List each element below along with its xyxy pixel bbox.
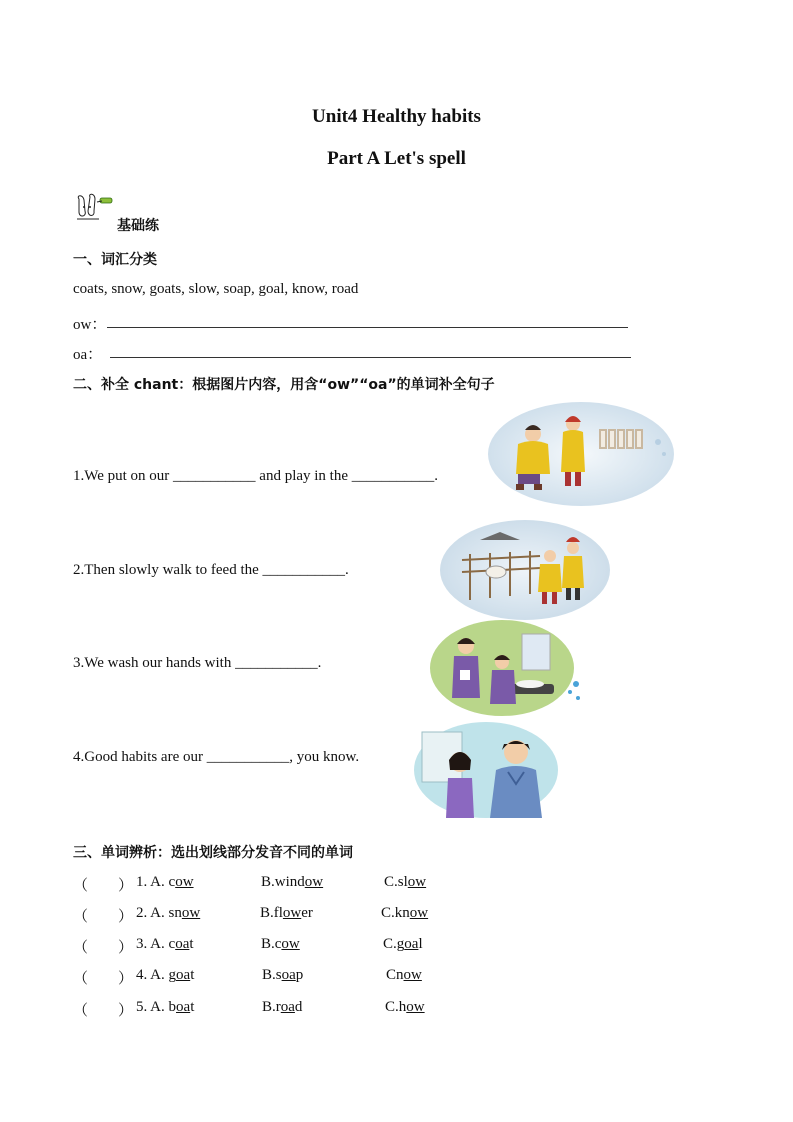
- answer-paren-1[interactable]: （ ）: [73, 878, 134, 894]
- q2-c-underlined: ow: [409, 905, 429, 921]
- sentence-2-text-a: 2.Then slowly walk to feed the: [73, 562, 263, 578]
- answer-paren-2[interactable]: （ ）: [73, 909, 134, 925]
- blank-4[interactable]: ___________: [206, 749, 290, 765]
- q3-a-pre: c: [168, 936, 176, 952]
- q4-a-post: t: [190, 967, 195, 983]
- q5-c-pre: C.h: [385, 999, 407, 1015]
- q4-b-underlined: oa: [281, 967, 296, 983]
- sentence-4-text-b: , you know.: [289, 749, 360, 765]
- q2-b-post: er: [301, 905, 313, 921]
- goat-feeding-illustration: [440, 520, 610, 620]
- oa-row: [73, 343, 102, 364]
- q3-b-underlined: ow: [281, 936, 300, 952]
- basic-practice-label: 基础练: [117, 218, 159, 234]
- good-habits-illustration: [412, 722, 560, 822]
- page-title: Unit4 Healthy habits: [312, 106, 481, 127]
- answer-paren-4[interactable]: （ ）: [73, 971, 134, 987]
- q1-b-pre: B.wind: [261, 874, 305, 890]
- q1-a-pre: c: [168, 874, 176, 890]
- q4-a-pre: g: [168, 967, 177, 983]
- q3-number: 3. A.: [136, 936, 169, 952]
- q4-b-post: p: [295, 967, 304, 983]
- sentence-3-text-b: .: [317, 655, 322, 671]
- sentence-2: [73, 562, 349, 579]
- oa-answer-line[interactable]: [110, 357, 631, 358]
- blank-1b[interactable]: ___________: [351, 468, 435, 484]
- q1-a-underlined: ow: [175, 874, 194, 890]
- sentence-1: [73, 468, 438, 485]
- ow-label: ow：: [73, 317, 107, 333]
- q3-a-post: t: [189, 936, 194, 952]
- q5-a-underlined: oa: [176, 999, 191, 1015]
- answer-paren-5[interactable]: （ ）: [73, 1003, 134, 1019]
- q1-number: 1. A.: [136, 874, 169, 890]
- q4-a-underlined: oa: [176, 967, 191, 983]
- q2-a-underlined: ow: [181, 905, 201, 921]
- sentence-4-text-a: 4.Good habits are our: [73, 749, 207, 765]
- q3-c-underlined: oa: [404, 936, 419, 952]
- q2-b-pre: B.fl: [260, 905, 283, 921]
- q5-a-pre: b: [168, 999, 177, 1015]
- rabbit-icon: [73, 193, 117, 223]
- q5-number: 5. A.: [136, 999, 169, 1015]
- blank-3[interactable]: ___________: [235, 655, 318, 671]
- q4-c-pre: Cn: [386, 967, 404, 983]
- q3-c-post: l: [418, 936, 423, 952]
- page-subtitle: Part A Let's spell: [327, 148, 466, 169]
- question-3: [73, 936, 453, 954]
- q2-b-underlined: ow: [282, 905, 302, 921]
- section2-heading: 二、补全 chant：根据图片内容，用含“ow”“oa”的单词补全句子: [73, 377, 495, 393]
- q5-c-underlined: ow: [406, 999, 425, 1015]
- q5-b-underlined: oa: [280, 999, 295, 1015]
- q4-b-pre: B.s: [262, 967, 282, 983]
- sentence-1-text-b: and play in the: [255, 468, 352, 484]
- sentence-4: [73, 749, 359, 766]
- q3-c-pre: C.g: [383, 936, 405, 952]
- question-1: [73, 874, 453, 892]
- answer-paren-3[interactable]: （ ）: [73, 940, 134, 956]
- oa-label: oa：: [73, 347, 103, 363]
- q2-a-pre: sn: [168, 905, 182, 921]
- q5-b-pre: B.r: [262, 999, 281, 1015]
- sentence-3: [73, 655, 321, 672]
- q3-b-pre: B.c: [261, 936, 282, 952]
- q1-b-underlined: ow: [304, 874, 324, 890]
- q3-a-underlined: oa: [175, 936, 190, 952]
- q1-c-underlined: ow: [407, 874, 427, 890]
- hand-washing-illustration: [430, 618, 582, 718]
- q5-b-post: d: [294, 999, 303, 1015]
- sentence-1-text-a: 1.We put on our: [73, 468, 174, 484]
- blank-2[interactable]: ___________: [262, 562, 346, 578]
- question-2: [73, 905, 453, 923]
- q2-number: 2. A.: [136, 905, 169, 921]
- ow-answer-line[interactable]: [107, 327, 628, 328]
- sentence-2-text-b: .: [345, 562, 349, 578]
- q4-c-underlined: ow: [403, 967, 422, 983]
- word-list: coats, snow, goats, slow, soap, goal, know, road: [73, 281, 359, 297]
- sentence-3-text-a: 3.We wash our hands with: [73, 655, 236, 671]
- q1-c-pre: C.sl: [384, 874, 408, 890]
- section1-heading: 一、词汇分类: [73, 252, 157, 268]
- sentence-1-text-c: .: [434, 468, 439, 484]
- q4-number: 4. A.: [136, 967, 169, 983]
- snow-play-illustration: [488, 402, 674, 506]
- section3-heading: 三、单词辨析：选出划线部分发音不同的单词: [73, 845, 353, 861]
- blank-1a[interactable]: ___________: [173, 468, 256, 484]
- q5-a-post: t: [190, 999, 195, 1015]
- q2-c-pre: C.kn: [381, 905, 410, 921]
- question-5: [73, 999, 453, 1017]
- question-4: [73, 967, 453, 985]
- ow-row: [73, 313, 106, 334]
